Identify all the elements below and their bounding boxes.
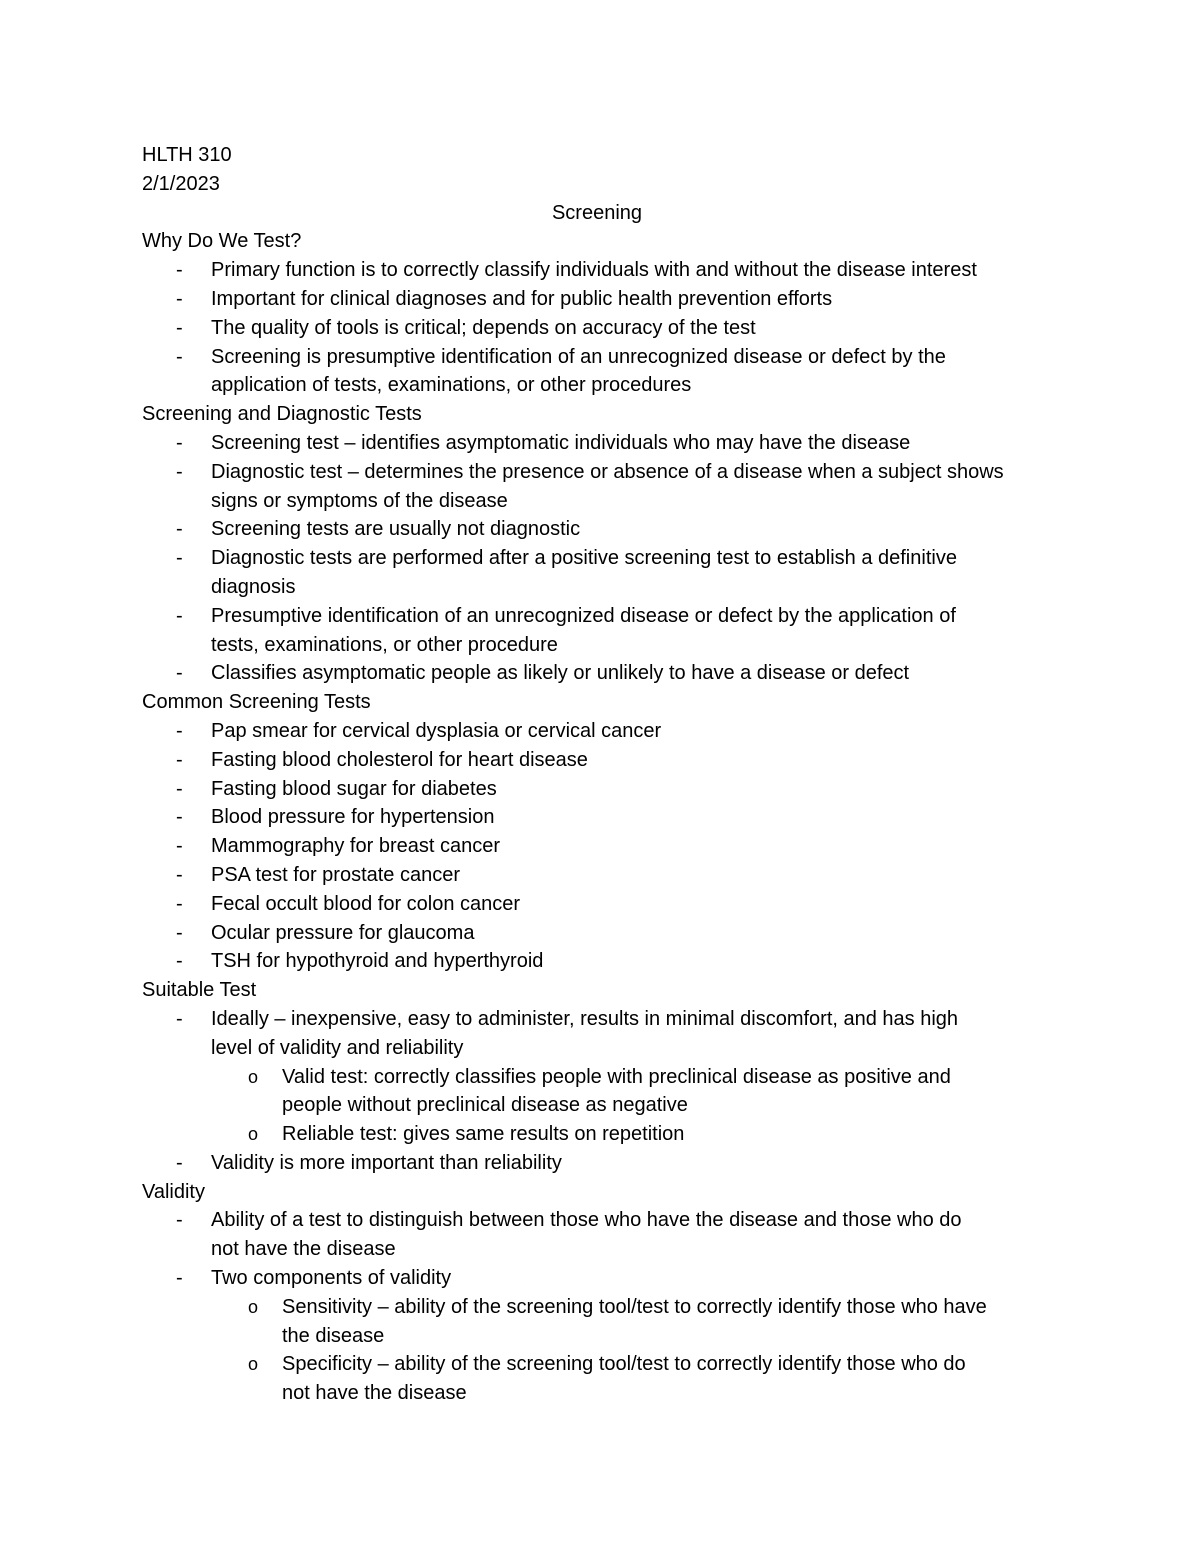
sub-list-item-line: the disease (282, 1324, 385, 1347)
dash-bullet-icon: - (176, 777, 183, 800)
section (142, 688, 1070, 976)
list-item (142, 947, 1070, 976)
dash-bullet-icon: - (176, 547, 183, 570)
bullet-list (142, 717, 1070, 976)
list-item-text: PSA test for prostate cancer (211, 863, 461, 886)
dash-bullet-icon: - (176, 748, 183, 771)
section-heading: Validity (142, 1180, 205, 1203)
section-heading: Why Do We Test? (142, 230, 302, 253)
list-item (142, 515, 1070, 544)
list-item-line: diagnosis (211, 575, 296, 598)
list-item (142, 343, 1070, 401)
dash-bullet-icon: - (176, 518, 183, 541)
list-item-text (211, 343, 1070, 401)
list-item-line: Diagnostic tests are performed after a positive screening test to establish a definitive (211, 547, 957, 570)
page-title: Screening (551, 201, 643, 224)
course-code: HLTH 310 (142, 144, 232, 166)
list-item-text: TSH for hypothyroid and hyperthyroid (211, 950, 544, 973)
circle-bullet-icon: o (248, 1124, 259, 1145)
dash-bullet-icon: - (176, 950, 183, 973)
section (142, 227, 1070, 400)
list-item (142, 602, 1070, 660)
sub-list-item (142, 1063, 1070, 1121)
section-heading: Common Screening Tests (142, 691, 371, 714)
list-item (142, 775, 1070, 804)
list-item (142, 803, 1070, 832)
list-item (142, 429, 1070, 458)
list-item-text (211, 1005, 1070, 1063)
bullet-list (142, 1005, 1070, 1178)
list-item-line: Ideally – inexpensive, easy to administer, results in minimal discomfort, and has high (211, 1007, 959, 1030)
dash-bullet-icon: - (176, 259, 183, 282)
sub-list-item-text: Reliable test: gives same results on repetition (282, 1123, 685, 1146)
section (142, 976, 1070, 1178)
list-item (142, 314, 1070, 343)
list-item (142, 890, 1070, 919)
sub-list-item-line: not have the disease (282, 1382, 467, 1405)
sub-list-item-line: people without preclinical disease as negative (282, 1094, 688, 1117)
list-item (142, 717, 1070, 746)
list-item-text: Pap smear for cervical dysplasia or cervical cancer (211, 719, 662, 742)
dash-bullet-icon: - (176, 863, 183, 886)
list-item (142, 544, 1070, 602)
circle-bullet-icon: o (248, 1296, 259, 1317)
list-item (142, 1005, 1070, 1149)
list-item-text: Screening tests are usually not diagnostic (211, 518, 581, 541)
list-item (142, 256, 1070, 285)
list-item-text: Primary function is to correctly classify individuals with and without the disease interest (211, 259, 977, 282)
bullet-list (142, 429, 1070, 688)
circle-bullet-icon: o (248, 1354, 259, 1375)
dash-bullet-icon: - (176, 662, 183, 685)
list-item (142, 458, 1070, 516)
list-item-text (211, 1206, 1070, 1264)
list-item-text: Screening test – identifies asymptomatic individuals who may have the disease (211, 431, 911, 454)
list-item-text: Fasting blood sugar for diabetes (211, 777, 497, 800)
dash-bullet-icon: - (176, 287, 183, 310)
sub-bullet-list (211, 1293, 1070, 1408)
list-item-line: Presumptive identification of an unrecognized disease or defect by the application of (211, 604, 956, 627)
sub-list-item (142, 1293, 1070, 1351)
sub-list-item-line: Sensitivity – ability of the screening tool/test to correctly identify those who have (282, 1295, 987, 1318)
list-item-text (211, 458, 1070, 516)
dash-bullet-icon: - (176, 1209, 183, 1232)
section (142, 400, 1070, 688)
section (142, 1178, 1070, 1408)
list-item-text: The quality of tools is critical; depends on accuracy of the test (211, 316, 756, 339)
list-item-line: Ability of a test to distinguish between those who have the disease and those who do (211, 1209, 962, 1232)
list-item-line: signs or symptoms of the disease (211, 489, 508, 512)
list-item-text (211, 544, 1070, 602)
sub-list-item-line: Valid test: correctly classifies people with preclinical disease as positive and (282, 1065, 951, 1088)
dash-bullet-icon: - (176, 719, 183, 742)
section-heading: Screening and Diagnostic Tests (142, 403, 422, 426)
list-item-text: Validity is more important than reliability (211, 1151, 562, 1174)
list-item-line: application of tests, examinations, or other procedures (211, 374, 692, 397)
circle-bullet-icon: o (248, 1066, 259, 1087)
dash-bullet-icon: - (176, 1267, 183, 1290)
dash-bullet-icon: - (176, 835, 183, 858)
list-item-line: not have the disease (211, 1238, 396, 1261)
list-item-line: Diagnostic test – determines the presence or absence of a disease when a subject shows (211, 460, 1004, 483)
list-item (142, 919, 1070, 948)
list-item-line: tests, examinations, or other procedure (211, 633, 558, 656)
sub-list-item-line: Specificity – ability of the screening tool/test to correctly identify those who do (282, 1353, 966, 1376)
list-item-line: Screening is presumptive identification of an unrecognized disease or defect by the (211, 345, 946, 368)
dash-bullet-icon: - (176, 345, 183, 368)
list-item-text (211, 602, 1070, 660)
note-date: 2/1/2023 (142, 172, 220, 195)
sub-list-item (142, 1120, 1070, 1149)
list-item (142, 659, 1070, 688)
sub-list-item (142, 1350, 1070, 1408)
list-item-text: Blood pressure for hypertension (211, 806, 495, 829)
bullet-list (142, 1206, 1070, 1408)
list-item (142, 832, 1070, 861)
list-item (142, 746, 1070, 775)
sub-list-item-text (282, 1293, 1070, 1351)
list-item-text: Fecal occult blood for colon cancer (211, 892, 521, 915)
dash-bullet-icon: - (176, 460, 183, 483)
bullet-list (142, 256, 1070, 400)
list-item (142, 285, 1070, 314)
dash-bullet-icon: - (176, 1007, 183, 1030)
sub-bullet-list (211, 1063, 1070, 1149)
dash-bullet-icon: - (176, 604, 183, 627)
dash-bullet-icon: - (176, 1151, 183, 1174)
sub-list-item-text (282, 1350, 1070, 1408)
list-item-text: Two components of validity (211, 1267, 452, 1290)
dash-bullet-icon: - (176, 316, 183, 339)
list-item-text: Mammography for breast cancer (211, 835, 501, 858)
dash-bullet-icon: - (176, 921, 183, 944)
section-heading: Suitable Test (142, 979, 257, 1002)
list-item-line: level of validity and reliability (211, 1036, 464, 1059)
dash-bullet-icon: - (176, 431, 183, 454)
list-item (142, 1149, 1070, 1178)
sub-list-item-text (282, 1063, 1070, 1121)
dash-bullet-icon: - (176, 806, 183, 829)
list-item (142, 1206, 1070, 1264)
list-item-text: Important for clinical diagnoses and for public health prevention efforts (211, 287, 833, 310)
list-item-text: Ocular pressure for glaucoma (211, 921, 475, 944)
notes-body (142, 227, 1070, 1408)
list-item (142, 861, 1070, 890)
list-item-text: Classifies asymptomatic people as likely or unlikely to have a disease or defect (211, 662, 910, 685)
list-item (142, 1264, 1070, 1408)
dash-bullet-icon: - (176, 892, 183, 915)
list-item-text: Fasting blood cholesterol for heart disease (211, 748, 588, 771)
